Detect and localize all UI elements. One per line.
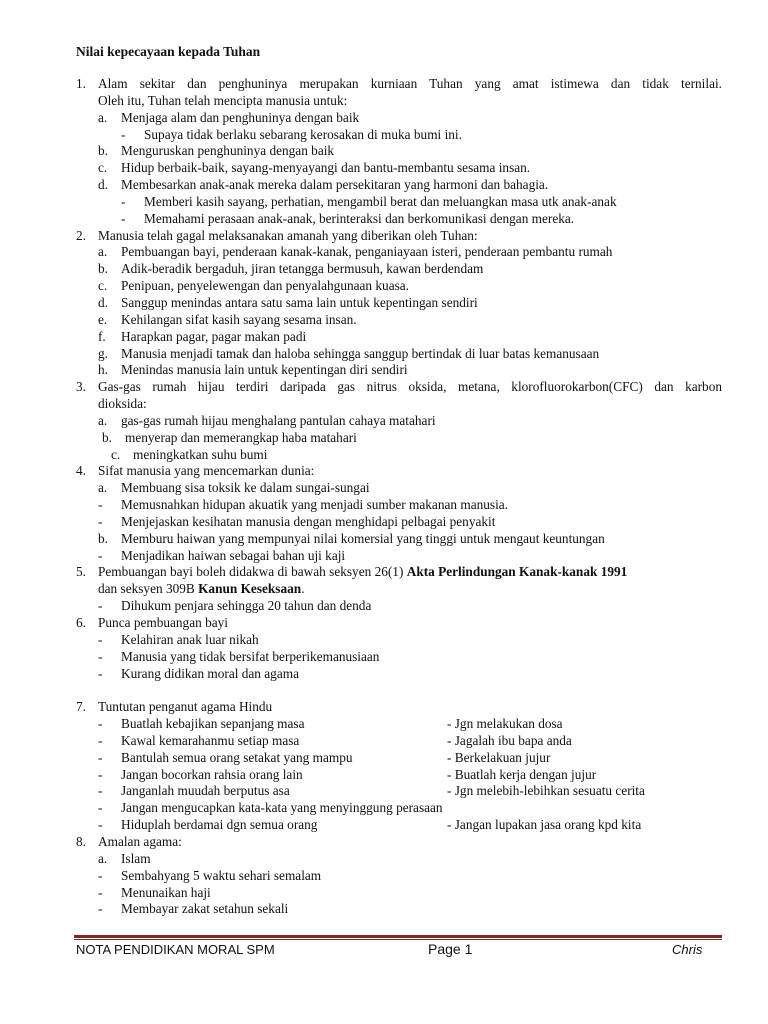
list-item: 3. Gas-gas rumah hijau terdiri daripada gas nitrus oksida, metana, klorofluorokarbon(CFC) dan karbon xyxy=(76,379,722,395)
list-item: f. Harapkan pagar, pagar makan padi xyxy=(98,328,307,344)
footer-divider-thin xyxy=(74,939,722,940)
list-item: 7. Tuntutan penganut agama Hindu xyxy=(76,699,273,715)
list-item: 6. Punca pembuangan bayi xyxy=(76,615,228,630)
list-item: 1. Alam sekitar dan penghuninya merupakan kurniaan Tuhan yang amat istimewa dan tidak ternilai. xyxy=(76,76,722,91)
list-item: b. Adik-beradik bergaduh, jiran tetangga bermusuh, kawan berdendam xyxy=(98,261,484,277)
list-item: - Janganlah muudah berputus asa - Jgn melebih-lebihkan sesuatu cerita xyxy=(98,783,645,799)
list-item: c. Hidup berbaik-baik, sayang-menyayangi dan bantu-membantu sesama insan. xyxy=(98,160,531,176)
list-item: b. Memburu haiwan yang mempunyai nilai komersial yang tinggi untuk mengaut keuntungan xyxy=(98,530,605,546)
list-item: - Buatlah kebajikan sepanjang masa - Jgn melakukan dosa xyxy=(98,716,563,732)
document-body xyxy=(0,76,768,918)
list-item: d. Membesarkan anak-anak mereka dalam persekitaran yang harmoni dan bahagia. xyxy=(98,177,549,193)
list-item: 4. Sifat manusia yang mencemarkan dunia: xyxy=(76,463,315,479)
list-item: a. Pembuangan bayi, penderaan kanak-kanak, penganiayaan isteri, penderaan pembantu rumah xyxy=(98,244,613,260)
list-item: 2. Manusia telah gagal melaksanakan amanah yang diberikan oleh Tuhan: xyxy=(76,227,478,243)
page-title: Nilai kepecayaan kepada Tuhan xyxy=(76,44,261,59)
list-item: a. gas-gas rumah hijau menghalang pantulan cahaya matahari xyxy=(98,412,436,428)
footer-title: NOTA PENDIDIKAN MORAL SPM xyxy=(76,942,275,957)
list-item: g. Manusia menjadi tamak dan haloba sehingga sanggup bertindak di luar batas kemanusaan xyxy=(98,345,600,361)
list-item: - Supaya tidak berlaku sebarang kerosakan di muka bumi ini. xyxy=(121,126,462,142)
list-item: - Menjejaskan kesihatan manusia dengan menghidapi pelbagai penyakit xyxy=(98,513,496,529)
list-item: b. menyerap dan memerangkap haba matahari xyxy=(102,429,357,445)
list-item: c. meningkatkan suhu bumi xyxy=(111,446,268,462)
list-item: Oleh itu, Tuhan telah mencipta manusia untuk: xyxy=(98,92,348,108)
list-item: - Kurang didikan moral dan agama xyxy=(98,665,299,681)
list-item: d. Sanggup menindas antara satu sama lain untuk kepentingan sendiri xyxy=(98,294,478,310)
list-item: dan seksyen 309B Kanun Keseksaan. xyxy=(98,581,305,597)
list-item: b. Menguruskan penghuninya dengan baik xyxy=(98,143,335,159)
footer-divider xyxy=(74,935,722,938)
list-item: - Sembahyang 5 waktu sehari semalam xyxy=(98,867,322,883)
list-item: dioksida: xyxy=(98,396,147,412)
list-item: - Kelahiran anak luar nikah xyxy=(98,631,259,647)
list-item: - Dihukum penjara sehingga 20 tahun dan denda xyxy=(98,598,372,614)
list-item: a. Islam xyxy=(98,850,151,866)
list-item: h. Menindas manusia lain untuk kepentingan diri sendiri xyxy=(98,362,408,378)
list-item: - Memusnahkan hidupan akuatik yang menjadi sumber makanan manusia. xyxy=(98,497,508,513)
list-item: - Jangan bocorkan rahsia orang lain - Buatlah kerja dengan jujur xyxy=(98,766,597,782)
list-item: - Jangan mengucapkan kata-kata yang menyinggung perasaan xyxy=(98,800,443,816)
list-item: - Kawal kemarahanmu setiap masa - Jagalah ibu bapa anda xyxy=(98,732,572,748)
list-item: - Memberi kasih sayang, perhatian, mengambil berat dan meluangkan masa utk anak-anak xyxy=(121,193,617,209)
list-item: - Menunaikan haji xyxy=(98,884,211,900)
list-item: - Manusia yang tidak bersifat berperikemanusiaan xyxy=(98,648,380,664)
list-item: - Bantulah semua orang setakat yang mampu - Berkelakuan jujur xyxy=(98,749,551,765)
list-item: - Menjadikan haiwan sebagai bahan uji kaji xyxy=(98,547,346,563)
list-item: e. Kehilangan sifat kasih sayang sesama insan. xyxy=(98,311,357,327)
list-item: a. Membuang sisa toksik ke dalam sungai-sungai xyxy=(98,480,370,496)
blank-line xyxy=(0,682,768,699)
list-item: 8. Amalan agama: xyxy=(76,833,182,849)
footer-author: Chris xyxy=(672,942,703,957)
list-item: 5. Pembuangan bayi boleh didakwa di bawah seksyen 26(1) Akta Perlindungan Kanak-kanak 1991 xyxy=(76,564,628,580)
list-item: - Hiduplah berdamai dgn semua orang - Jangan lupakan jasa orang kpd kita xyxy=(98,817,642,833)
list-item: - Membayar zakat setahun sekali xyxy=(98,901,289,917)
page-number: Page 1 xyxy=(428,941,473,957)
list-item: - Memahami perasaan anak-anak, berinteraksi dan berkomunikasi dengan mereka. xyxy=(121,210,575,226)
list-item: a. Menjaga alam dan penghuninya dengan baik xyxy=(98,109,360,125)
list-item: c. Penipuan, penyelewengan dan penyalahgunaan kuasa. xyxy=(98,278,409,294)
